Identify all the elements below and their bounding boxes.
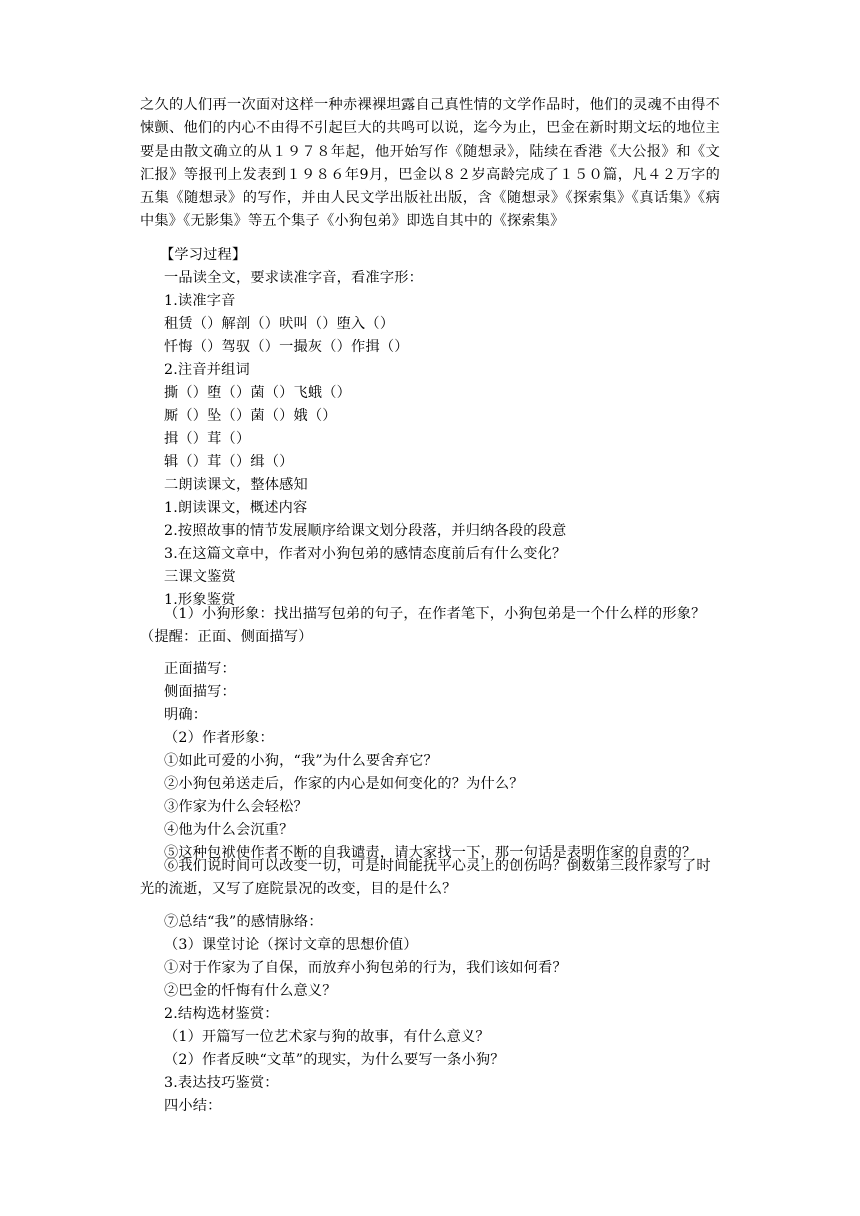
- author-question-4: ④他为什么会沉重？: [164, 822, 294, 838]
- annotate-row-4: 辑（）茸（）缉（）: [164, 454, 294, 470]
- structure-appreciation-title: 2.结构选材鉴赏：: [164, 1006, 279, 1022]
- part-two-item-2: 2.按照故事的情节发展顺序给课文划分段落，并归纳各段的段意: [164, 523, 567, 539]
- annotate-row-1: 撕（）堕（）菌（）飞蛾（）: [164, 385, 352, 401]
- clarify-label: 明确：: [164, 707, 208, 723]
- expression-technique-title: 3.表达技巧鉴赏：: [164, 1075, 279, 1091]
- discussion-question-2: ②巴金的忏悔有什么意义？: [164, 983, 337, 999]
- author-question-1: ①如此可爱的小狗，“我”为什么要舍弃它？: [164, 753, 438, 769]
- section-heading: 【学习过程】: [160, 247, 247, 263]
- pronunciation-row-2: 忏悔（）驾驭（）一撮灰（）作揖（）: [164, 339, 409, 355]
- part-two-item-1: 1.朗读课文，概述内容: [164, 500, 308, 516]
- part-three-title: 三课文鉴赏: [164, 569, 236, 585]
- side-description: 侧面描写：: [164, 684, 236, 700]
- author-question-3: ③作家为什么会轻松？: [164, 799, 308, 815]
- class-discussion-title: （3）课堂讨论（探讨文章的思想价值）: [164, 937, 418, 953]
- part-two-item-3: 3.在这篇文章中，作者对小狗包弟的感情态度前后有什么变化？: [164, 546, 567, 562]
- discussion-question-1: ①对于作家为了自保，而放弃小狗包弟的行为，我们该如何看？: [164, 960, 567, 976]
- intro-paragraph: 之久的人们再一次面对这样一种赤裸裸坦露自己真性情的文学作品时，他们的灵魂不由得不悚颤、他们的内心不由得不引起巨大的共鸣可以说，迄今为止，巴金在新时期文坛的地位主要是由散文确立的从１９７８年起，他开始写作《随想录》，陆续在香港《大公报》和《文汇报》等报刊上发表到１９８６年9月，巴金以８２岁高龄完成了１５０篇，凡４２万字的五集《随想录》的写作，并由人民文学出版社出版，含《随想录》《探索集》《真话集》《病中集》《无影集》等五个集子《小狗包弟》即选自其中的《探索集》: [140, 97, 720, 230]
- pronunciation-row-1: 租赁（）解剖（）吠叫（）堕入（）: [164, 316, 395, 332]
- part-one-title: 一品读全文，要求读准字音，看准字形：: [164, 270, 423, 286]
- author-question-6: ⑥我们说时间可以改变一切，可是时间能抚平心灵上的创伤吗？倒数第三段作家写了时光的流逝，又写了庭院景况的改变，目的是什么？: [140, 858, 711, 898]
- author-question-7: ⑦总结“我”的感情脉络：: [164, 914, 323, 930]
- image-appreciation-title: 1.形象鉴赏: [164, 592, 236, 608]
- dog-image-question: （1）小狗形象：找出描写包弟的句子，在作者笔下，小狗包弟是一个什么样的形象？（提醒：正面、侧面描写）: [140, 606, 706, 646]
- author-question-5: ⑤这种包袱使作者不断的自我谴责，请大家找一下，那一句话是表明作家的自责的？: [164, 845, 697, 861]
- item-read-pronunciation: 1.读准字音: [164, 293, 236, 309]
- structure-question-2: （2）作者反映“文革”的现实，为什么要写一条小狗？: [164, 1052, 505, 1068]
- structure-question-1: （1）开篇写一位艺术家与狗的故事，有什么意义？: [164, 1029, 490, 1045]
- author-image-title: （2）作者形象：: [164, 730, 274, 746]
- author-question-2: ②小狗包弟送走后，作家的内心是如何变化的？为什么？: [164, 776, 524, 792]
- annotate-row-2: 厮（）坠（）菌（）娥（）: [164, 408, 337, 424]
- part-two-title: 二朗读课文，整体感知: [164, 477, 308, 493]
- annotate-row-3: 揖（）茸（）: [164, 431, 251, 447]
- item-annotate-words: 2.注音并组词: [164, 362, 250, 378]
- front-description: 正面描写：: [164, 661, 236, 677]
- summary-title: 四小结：: [164, 1098, 222, 1114]
